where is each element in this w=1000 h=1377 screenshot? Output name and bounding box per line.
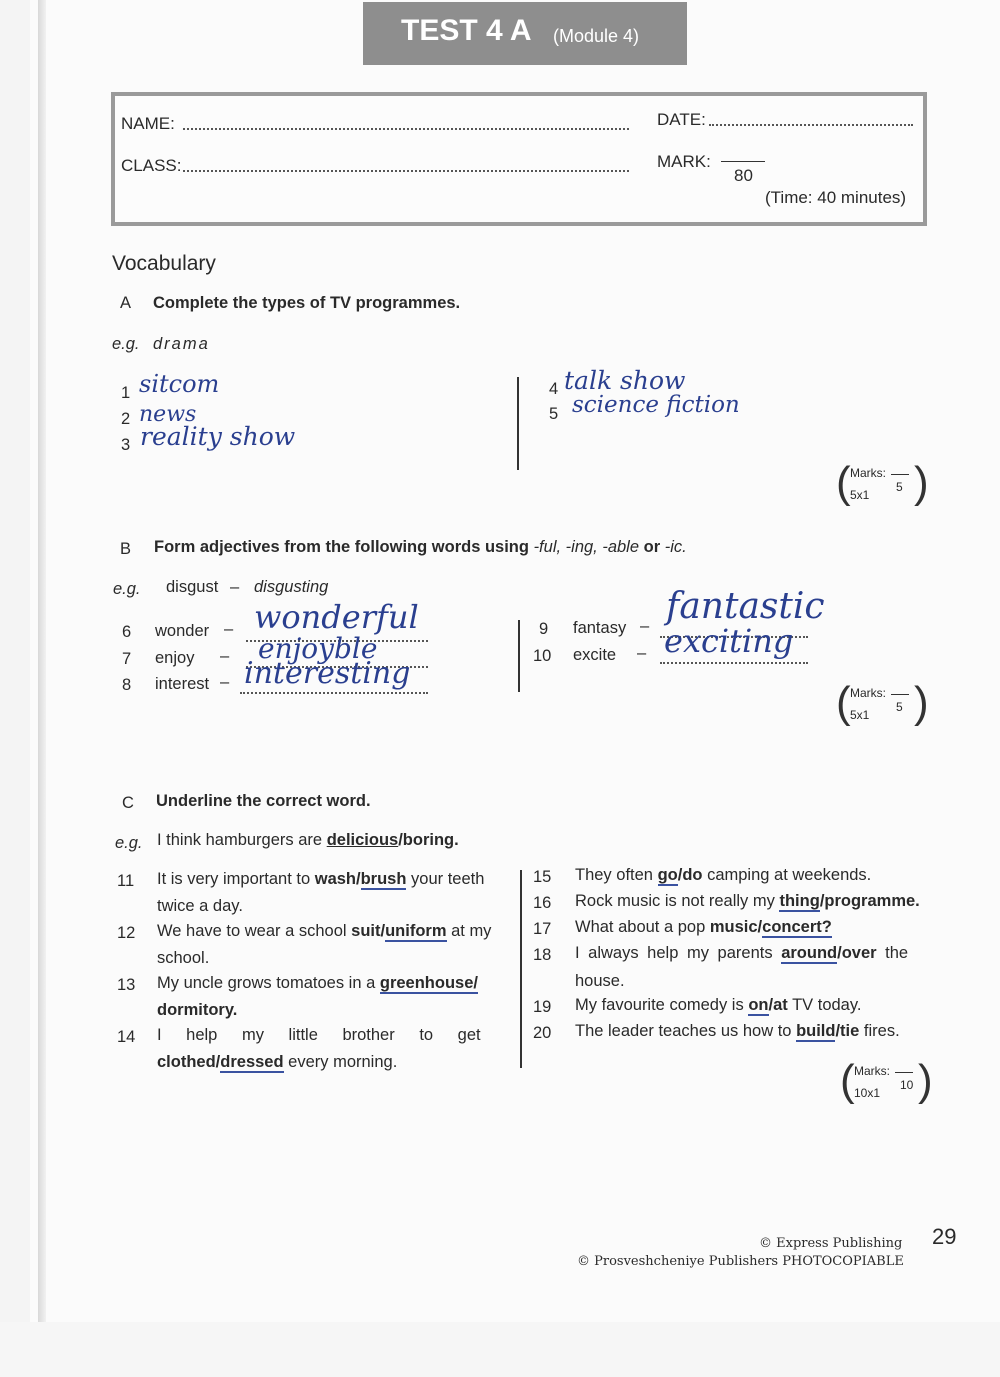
- section-a-instruction: Complete the types of TV programmes.: [153, 294, 461, 312]
- option[interactable]: wash/: [314, 870, 361, 888]
- option-underlined[interactable]: dressed: [220, 1053, 284, 1071]
- section-a-eg: e.g.: [112, 335, 140, 353]
- copyright-prosveshcheniye: © Prosveshcheniye Publishers PHOTOCOPIABLE: [577, 1254, 904, 1269]
- section-c-eg: e.g.: [115, 834, 143, 852]
- option[interactable]: /tie: [835, 1022, 860, 1040]
- section-b-instruction: Form adjectives from the following words using: [154, 538, 529, 556]
- class-label: CLASS:: [121, 156, 182, 175]
- answer-1[interactable]: sitcom: [139, 370, 220, 398]
- option[interactable]: suit/: [351, 922, 386, 940]
- section-b-instruction-line: [154, 538, 687, 557]
- option[interactable]: /over: [837, 944, 877, 962]
- question-16: [575, 892, 920, 911]
- base-word: enjoy: [155, 649, 195, 667]
- option[interactable]: clothed/: [157, 1053, 221, 1071]
- q-text: What about a pop: [575, 918, 706, 936]
- paren-right: ): [914, 678, 929, 727]
- answer-line: [240, 692, 428, 694]
- option[interactable]: dormitory.: [157, 1001, 238, 1019]
- date-field[interactable]: [709, 124, 913, 126]
- q-text: at my: [451, 922, 492, 940]
- section-b-last-suffix: -ic.: [664, 538, 687, 556]
- eg-text: I think hamburgers are: [157, 831, 323, 849]
- page-number: 29: [932, 1224, 957, 1249]
- section-a-eg-word: drama: [153, 335, 210, 353]
- test-title: TEST 4 A: [401, 14, 532, 47]
- section-title: Vocabulary: [112, 252, 216, 275]
- option-underlined[interactable]: uniform: [385, 922, 447, 940]
- scan-bottom-edge: [0, 1322, 1000, 1377]
- item-number: 14: [117, 1028, 136, 1046]
- q-text: the: [885, 944, 909, 962]
- item-number: 8: [122, 676, 132, 694]
- option-underlined[interactable]: concert?: [762, 918, 832, 936]
- date-label: DATE:: [657, 110, 706, 129]
- option-underlined[interactable]: around: [781, 944, 838, 962]
- paren-right: ): [914, 458, 929, 507]
- mark-fraction-bar: [721, 161, 765, 162]
- marks-max: 5: [896, 700, 903, 714]
- item-number: 15: [533, 868, 552, 886]
- section-b-letter: B: [120, 540, 132, 558]
- marks-label: Marks:: [850, 686, 886, 700]
- student-info-box: [111, 92, 927, 226]
- item-number: 17: [533, 920, 552, 938]
- option-underlined[interactable]: build: [796, 1022, 836, 1040]
- name-label: NAME:: [121, 114, 175, 133]
- marks-factor: 5x1: [850, 488, 870, 502]
- section-b-eg: e.g.: [113, 580, 141, 598]
- q-text: fires.: [863, 1022, 900, 1040]
- item-number: 3: [121, 436, 131, 454]
- marks-box-c: [840, 1056, 933, 1110]
- paren-left: (: [836, 458, 851, 507]
- base-word: fantasy: [573, 619, 627, 637]
- marks-max: 5: [896, 480, 903, 494]
- marks-label: Marks:: [850, 466, 886, 480]
- test-module: (Module 4): [553, 26, 640, 46]
- q-text: My favourite comedy is: [575, 996, 744, 1014]
- marks-label: Marks:: [854, 1064, 890, 1078]
- base-word: excite: [573, 646, 617, 664]
- answer-4[interactable]: talk show: [564, 366, 686, 395]
- item-number: 4: [549, 380, 559, 398]
- page-spine: [38, 0, 46, 1322]
- option-underlined[interactable]: on: [748, 996, 769, 1014]
- item-number: 11: [117, 872, 135, 890]
- section-b-eg-word: disgust: [166, 578, 219, 596]
- column-divider: [520, 870, 522, 1068]
- marks-bar: [891, 694, 909, 695]
- section-c-instruction: Underline the correct word.: [156, 792, 371, 810]
- q-text: My uncle grows tomatoes in a: [157, 974, 376, 992]
- section-b-eg-answer: disgusting: [254, 578, 329, 596]
- question-15: [575, 866, 871, 885]
- paren-left: (: [836, 678, 851, 727]
- question-20: [575, 1022, 900, 1041]
- column-divider: [517, 377, 519, 470]
- eg-wrong: /boring.: [398, 831, 459, 849]
- question-12: [157, 922, 491, 941]
- option-underlined[interactable]: brush: [360, 870, 407, 888]
- dash: –: [637, 644, 647, 662]
- q-text: your teeth: [411, 870, 485, 888]
- item-number: 12: [117, 924, 136, 942]
- answer-8[interactable]: interesting: [244, 656, 411, 691]
- base-word: wonder: [155, 622, 210, 640]
- mark-label: MARK:: [657, 152, 711, 171]
- q-text: Rock music is not really my: [575, 892, 775, 910]
- marks-bar: [891, 474, 909, 475]
- item-number: 18: [533, 946, 552, 964]
- marks-bar: [895, 1072, 913, 1073]
- item-number: 13: [117, 976, 136, 994]
- item-number: 10: [533, 647, 552, 665]
- section-c-eg-sentence: [157, 831, 459, 850]
- question-14-line2: [157, 1053, 397, 1072]
- name-field[interactable]: [183, 128, 629, 130]
- item-number: 19: [533, 998, 552, 1016]
- dash: –: [220, 647, 230, 665]
- mark-total: 80: [734, 166, 753, 185]
- answer-10[interactable]: exciting: [664, 622, 794, 660]
- eg-correct: delicious: [326, 831, 399, 849]
- option-underlined[interactable]: thing: [779, 892, 820, 910]
- section-a-letter: A: [120, 294, 132, 312]
- item-number: 6: [122, 623, 132, 641]
- time-limit: (Time: 40 minutes): [765, 188, 907, 207]
- marks-box-a: [836, 458, 929, 512]
- option-underlined[interactable]: go: [657, 866, 678, 884]
- question-19: [575, 996, 861, 1015]
- item-number: 9: [539, 620, 549, 638]
- option[interactable]: /at: [768, 996, 788, 1014]
- question-13: [157, 974, 478, 993]
- question-14: I help my little brother to get: [157, 1026, 481, 1044]
- copyright-express: © Express Publishing: [759, 1236, 903, 1251]
- item-number: 2: [121, 410, 131, 428]
- dash: –: [220, 673, 230, 691]
- marks-factor: 10x1: [854, 1086, 881, 1100]
- question-11: [157, 870, 484, 889]
- question-12-line2: school.: [157, 949, 210, 967]
- item-number: 16: [533, 894, 552, 912]
- marks-box-b: [836, 678, 929, 732]
- base-word: interest: [155, 675, 210, 693]
- q-text: TV today.: [792, 996, 862, 1014]
- answer-2[interactable]: news: [139, 402, 197, 427]
- item-number: 7: [122, 650, 132, 668]
- paren-right: ): [918, 1056, 933, 1105]
- option[interactable]: /programme.: [819, 892, 920, 910]
- q-text: We have to wear a school: [157, 922, 347, 940]
- item-number: 20: [533, 1024, 552, 1042]
- q-text: I always help my parents: [575, 944, 773, 962]
- q-text: The leader teaches us how to: [575, 1022, 792, 1040]
- answer-9[interactable]: fantastic: [666, 586, 825, 627]
- dash: –: [224, 620, 234, 638]
- marks-max: 10: [900, 1078, 914, 1092]
- class-field[interactable]: [183, 170, 629, 172]
- question-11-line2: twice a day.: [157, 897, 243, 915]
- item-number: 5: [549, 405, 559, 423]
- q-text: It is very important to: [157, 870, 311, 888]
- answer-6[interactable]: wonderful: [254, 598, 419, 636]
- option-underlined[interactable]: greenhouse/: [379, 974, 478, 992]
- q-text: They often: [575, 866, 653, 884]
- answer-5[interactable]: science fiction: [572, 392, 740, 418]
- column-divider: [518, 620, 520, 692]
- option[interactable]: music/: [709, 918, 763, 936]
- test-header: [363, 2, 687, 65]
- question-18-line2: house.: [575, 972, 625, 990]
- answer-7[interactable]: enjoyble: [258, 632, 378, 665]
- q-text: camping at weekends.: [707, 866, 872, 884]
- question-17: [575, 918, 832, 937]
- answer-3[interactable]: reality show: [140, 422, 296, 451]
- section-b-or: or: [643, 538, 661, 556]
- section-b-eg-dash: –: [230, 578, 240, 596]
- answer-line: [660, 662, 808, 664]
- question-18: [575, 944, 908, 963]
- section-b-suffixes: -ful, -ing, -able: [533, 538, 640, 556]
- marks-factor: 5x1: [850, 708, 870, 722]
- paren-left: (: [840, 1056, 855, 1105]
- option[interactable]: /do: [677, 866, 703, 884]
- section-c-letter: C: [122, 794, 134, 812]
- q-text: every morning.: [288, 1053, 398, 1071]
- dash: –: [640, 617, 650, 635]
- item-number: 1: [121, 384, 131, 402]
